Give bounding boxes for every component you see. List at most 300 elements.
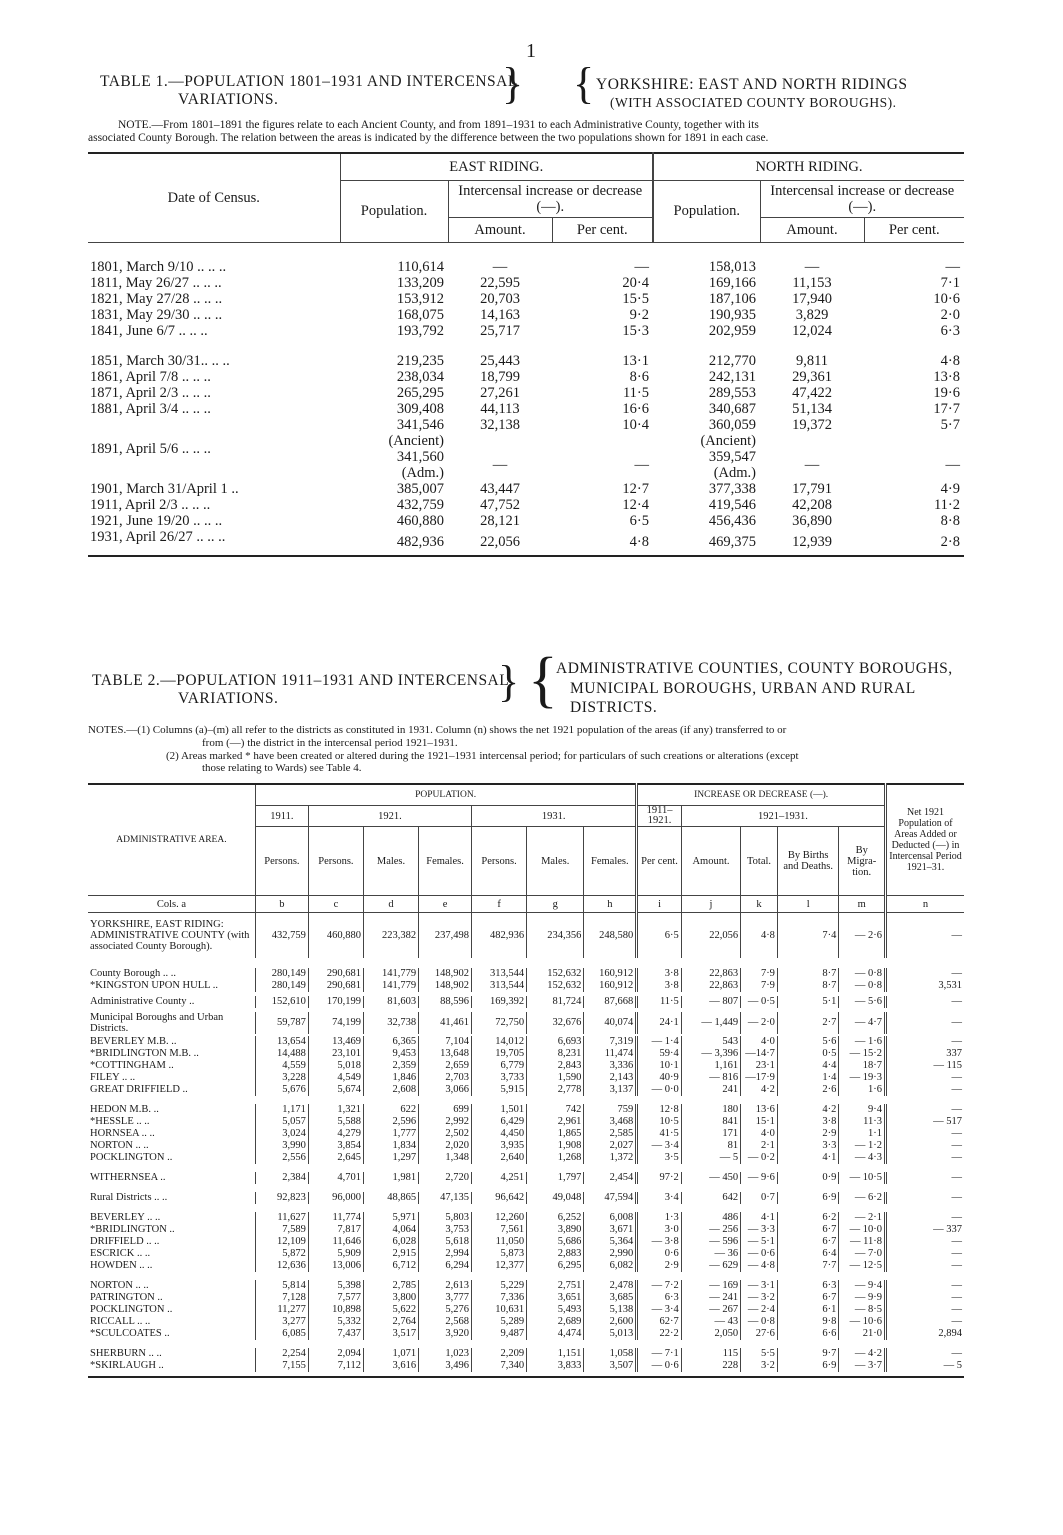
east-population-header: Population. (340, 181, 448, 243)
cell-n: — (951, 929, 962, 941)
persons-1921-header: Persons. (308, 827, 363, 896)
year-1931-header: 1931. (472, 806, 637, 827)
cell-b: 13,654 (255, 1036, 308, 1048)
cell-j: 241 (681, 1084, 740, 1096)
cell-j: — 816 (681, 1072, 740, 1084)
north-amount-header: Amount. (760, 218, 864, 243)
period-1921-1931-header: 1921–1931. (681, 806, 885, 827)
cell-m: — 10·5 (839, 1172, 886, 1184)
cell-d: 223,382 (363, 913, 418, 959)
cell-d: 1,834 (363, 1140, 418, 1152)
cell-c: 13,469 (308, 1036, 363, 1048)
cell-h: 3,507 (584, 1360, 637, 1372)
east-population: 238,034 (396, 369, 444, 385)
cell-b: 3,024 (255, 1128, 308, 1140)
cell-i: 24·1 (637, 1012, 682, 1034)
cell-b: 5,872 (255, 1248, 308, 1260)
females-1931-header: Females. (584, 827, 637, 896)
brace-right-2: } (498, 657, 520, 706)
table2-row (88, 1212, 964, 1224)
cell-l: 0·9 (777, 1172, 838, 1184)
cell-j: — 256 (681, 1224, 740, 1236)
cell-j: 486 (681, 1212, 740, 1224)
area-name: Rural Districts .. .. (88, 1192, 255, 1204)
table2-row (88, 1248, 964, 1260)
cell-m: 1·1 (839, 1128, 886, 1140)
east-population: 432,759 (396, 497, 444, 513)
cell-j: 841 (681, 1116, 740, 1128)
table2-row (88, 1012, 964, 1034)
census-date: 1881, April 3/4 .. .. .. (90, 401, 211, 417)
cell-l: 2·7 (777, 1012, 838, 1034)
cell-m: — 7·0 (839, 1248, 886, 1260)
table1 (88, 152, 964, 557)
cell-c: 2,645 (308, 1152, 363, 1164)
year-1911-header: 1911. (255, 806, 308, 827)
cell-g: 81,724 (527, 996, 584, 1008)
brace-left-2: { (528, 646, 558, 714)
cell-e: 2,020 (419, 1140, 472, 1152)
table1-note-line1: NOTE.—From 1801–1891 the figures relate to each Ancient County, and from 1891–1931 to each Administrative County, together with its (118, 119, 759, 131)
table1-title-line2: VARIATIONS. (178, 91, 279, 108)
cell-i: — 3·8 (637, 1236, 682, 1248)
cell-c: 13,006 (308, 1260, 363, 1272)
table1-row (88, 291, 964, 307)
cell-n: — (951, 1280, 962, 1291)
table2-row (88, 1304, 964, 1316)
cell-j: 642 (681, 1192, 740, 1204)
cell-j: — 36 (681, 1248, 740, 1260)
area-name: HORNSEA .. .. (88, 1128, 255, 1140)
table2-row (88, 1140, 964, 1152)
cell-k: 4·2 (741, 1084, 778, 1096)
cell-i: 6·5 (637, 913, 682, 959)
cell-f: 19,705 (472, 1048, 527, 1060)
area-name: *BRIDLINGTON .. (88, 1224, 255, 1236)
cell-l: 6·7 (777, 1224, 838, 1236)
cell-j: — 169 (681, 1280, 740, 1292)
cell-k: 4·0 (741, 1036, 778, 1048)
cell-d: 81,603 (363, 996, 418, 1008)
cell-m: — 1·2 (839, 1140, 886, 1152)
cell-f: 6,429 (472, 1116, 527, 1128)
table2-row (88, 1116, 964, 1128)
table2-row (88, 996, 964, 1008)
cell-i: 97·2 (637, 1172, 682, 1184)
cell-f: 1,501 (472, 1104, 527, 1116)
table2-row (88, 1072, 964, 1084)
cell-j: — 241 (681, 1292, 740, 1304)
area-name: *KINGSTON UPON HULL .. (88, 980, 255, 992)
cell-e: 148,902 (419, 968, 472, 980)
cell-n: — (951, 1192, 962, 1203)
east-amount: 43,447 (480, 481, 520, 497)
east-amount: 25,443 (480, 353, 520, 369)
cell-e: 2,502 (419, 1128, 472, 1140)
cell-k: —14·7 (741, 1048, 778, 1060)
area-name: *SKIRLAUGH .. (88, 1360, 255, 1372)
north-intercensal-header: Intercensal increase or decrease (—). (760, 181, 964, 218)
cell-c: 290,681 (308, 980, 363, 992)
cell-c: 290,681 (308, 968, 363, 980)
cell-k: — 2·4 (741, 1304, 778, 1316)
area-name: HEDON M.B. .. (88, 1104, 255, 1116)
cell-n: — (951, 1348, 962, 1359)
table1-row (88, 275, 964, 291)
cell-d: 1,777 (363, 1128, 418, 1140)
area-name: YORKSHIRE, EAST RIDING: ADMINISTRATIVE COUNTY (with associated County Borough). (88, 913, 255, 959)
cell-i: — 3·4 (637, 1140, 682, 1152)
cell-b: 7,155 (255, 1360, 308, 1372)
cell-n: — (951, 968, 962, 979)
east-percent: 12·4 (622, 497, 649, 513)
cell-c: 3,854 (308, 1140, 363, 1152)
cell-h: 3,336 (584, 1060, 637, 1072)
area-name: Municipal Boroughs and Urban Districts. (88, 1012, 255, 1034)
area-name: RICCALL .. .. (88, 1316, 255, 1328)
cell-k: — 4·8 (741, 1260, 778, 1272)
cell-e: 2,613 (419, 1280, 472, 1292)
cell-h: 3,468 (584, 1116, 637, 1128)
cell-i: 3·8 (637, 980, 682, 992)
cell-f: 3,733 (472, 1072, 527, 1084)
area-name: SHERBURN .. .. (88, 1348, 255, 1360)
table1-row (88, 323, 964, 339)
area-name: BEVERLEY .. .. (88, 1212, 255, 1224)
cell-l: 3·3 (777, 1140, 838, 1152)
cell-d: 4,064 (363, 1224, 418, 1236)
cell-n: — (951, 1236, 962, 1247)
cell-i: 10·5 (637, 1116, 682, 1128)
cell-e: 5,803 (419, 1212, 472, 1224)
cell-f: 169,392 (472, 996, 527, 1008)
east-population-adm: 341,560 (396, 449, 444, 465)
cell-e: 47,135 (419, 1192, 472, 1204)
cell-i: — 0·0 (637, 1084, 682, 1096)
cell-g: 1,908 (527, 1140, 584, 1152)
census-date: 1821, May 27/28 .. .. .. (90, 291, 223, 307)
cell-b: 4,559 (255, 1060, 308, 1072)
cell-b: 14,488 (255, 1048, 308, 1060)
cell-g: 2,961 (527, 1116, 584, 1128)
cell-k: 7·9 (741, 980, 778, 992)
north-population: 242,131 (708, 369, 756, 385)
cell-e: 2,568 (419, 1316, 472, 1328)
cell-f: 12,377 (472, 1260, 527, 1272)
cell-f: 4,450 (472, 1128, 527, 1140)
cell-e: 3,066 (419, 1084, 472, 1096)
north-percent: 13·8 (933, 369, 960, 385)
cell-h: 2,600 (584, 1316, 637, 1328)
cell-c: 2,094 (308, 1348, 363, 1360)
north-ancient-label: (Ancient) (700, 433, 756, 449)
cell-e: 2,659 (419, 1060, 472, 1072)
cell-d: 9,453 (363, 1048, 418, 1060)
cell-d: 141,779 (363, 968, 418, 980)
east-percent: 9·2 (629, 307, 649, 323)
cell-g: 234,356 (527, 913, 584, 959)
cell-b: 7,128 (255, 1292, 308, 1304)
cell-g: 4,474 (527, 1328, 584, 1340)
north-amount-adm: — (804, 457, 820, 473)
cell-f: 313,544 (472, 968, 527, 980)
cell-b: 12,109 (255, 1236, 308, 1248)
cell-h: 6,082 (584, 1260, 637, 1272)
cell-j: 22,863 (681, 968, 740, 980)
cell-b: 7,589 (255, 1224, 308, 1236)
east-percent: 11·5 (622, 385, 649, 401)
cell-k: 27·6 (741, 1328, 778, 1340)
cell-i: — 7·1 (637, 1348, 682, 1360)
cell-m: 18·7 (839, 1060, 886, 1072)
cell-f: 5,915 (472, 1084, 527, 1096)
north-amount: 12,024 (792, 323, 832, 339)
cell-g: 32,676 (527, 1012, 584, 1034)
north-amount: 11,153 (792, 275, 832, 291)
cell-c: 10,898 (308, 1304, 363, 1316)
cell-i: 10·1 (637, 1060, 682, 1072)
east-adm-label: (Adm.) (401, 465, 444, 481)
east-percent: 8·6 (629, 369, 649, 385)
cell-l: 6·4 (777, 1248, 838, 1260)
cell-d: 5,971 (363, 1212, 418, 1224)
census-date: 1891, April 5/6 .. .. .. (90, 441, 211, 457)
cell-h: 2,027 (584, 1140, 637, 1152)
males-1921-header: Males. (363, 827, 418, 896)
east-population: 168,075 (396, 307, 444, 323)
east-percent: 15·5 (622, 291, 649, 307)
north-amount: 29,361 (792, 369, 832, 385)
census-date: 1851, March 30/31.. .. .. (90, 353, 230, 369)
east-percent: — (634, 259, 649, 275)
cell-m: — 4·3 (839, 1152, 886, 1164)
cell-n: — (951, 1128, 962, 1139)
column-letter: n (922, 898, 929, 910)
table1-row (88, 401, 964, 417)
table2-subtitle-line3: DISTRICTS. (570, 699, 658, 716)
area-name: Administrative County .. (88, 996, 255, 1008)
cell-h: 248,580 (584, 913, 637, 959)
cell-d: 6,365 (363, 1036, 418, 1048)
east-percent-header: Per cent. (552, 218, 653, 243)
cell-k: — 0·2 (741, 1152, 778, 1164)
page-number: 1 (526, 40, 536, 62)
cell-c: 5,909 (308, 1248, 363, 1260)
cell-h: 2,990 (584, 1248, 637, 1260)
north-percent: 6·3 (940, 323, 960, 339)
cell-m: — 8·5 (839, 1304, 886, 1316)
cell-g: 5,686 (527, 1236, 584, 1248)
cell-g: 1,590 (527, 1072, 584, 1084)
north-adm-label: (Adm.) (713, 465, 756, 481)
cell-e: 237,498 (419, 913, 472, 959)
cell-c: 11,774 (308, 1212, 363, 1224)
east-population: 193,792 (396, 323, 444, 339)
cell-k: 2·1 (741, 1140, 778, 1152)
north-amount: 12,939 (792, 534, 832, 550)
brace-left-1: { (573, 59, 595, 108)
east-percent: 20·4 (622, 275, 649, 291)
cell-e: 5,276 (419, 1304, 472, 1316)
cell-n: — (951, 1036, 962, 1047)
table1-row (88, 481, 964, 497)
north-amount: 3,829 (795, 307, 829, 323)
cell-m: — 9·4 (839, 1280, 886, 1292)
east-population: 265,295 (396, 385, 444, 401)
north-population: 190,935 (708, 307, 756, 323)
cell-c: 460,880 (308, 913, 363, 959)
cell-h: 3,671 (584, 1224, 637, 1236)
cell-e: 3,920 (419, 1328, 472, 1340)
north-percent: — (945, 259, 960, 275)
cell-g: 152,632 (527, 980, 584, 992)
cell-h: 2,478 (584, 1280, 637, 1292)
cell-e: 148,902 (419, 980, 472, 992)
north-amount: 17,940 (792, 291, 832, 307)
cell-b: 59,787 (255, 1012, 308, 1034)
cell-k: — 9·6 (741, 1172, 778, 1184)
cell-i: 1·3 (637, 1212, 682, 1224)
cell-d: 2,764 (363, 1316, 418, 1328)
table2-row (88, 1316, 964, 1328)
cell-j: — 1,449 (681, 1012, 740, 1034)
area-name: POCKLINGTON .. (88, 1152, 255, 1164)
cell-g: 5,493 (527, 1304, 584, 1316)
cell-l: 2·9 (777, 1128, 838, 1140)
area-name: PATRINGTON .. (88, 1292, 255, 1304)
cell-g: 6,295 (527, 1260, 584, 1272)
cell-d: 1,297 (363, 1152, 418, 1164)
cell-j: 180 (681, 1104, 740, 1116)
cell-g: 1,151 (527, 1348, 584, 1360)
table2-row (88, 1236, 964, 1248)
area-name: *HESSLE .. .. (88, 1116, 255, 1128)
births-deaths-header: By Births and Deaths. (777, 827, 838, 896)
north-riding-header: NORTH RIDING. (653, 153, 964, 181)
table2-row (88, 980, 964, 992)
cell-m: — 4·7 (839, 1012, 886, 1034)
cell-g: 1,268 (527, 1152, 584, 1164)
east-population-ancient: 341,546 (396, 417, 444, 433)
cell-n: — 337 (933, 1224, 962, 1235)
cell-f: 6,779 (472, 1060, 527, 1072)
census-date: 1801, March 9/10 .. .. .. (90, 259, 227, 275)
cell-n: — (951, 1260, 962, 1271)
cell-i: 3·8 (637, 968, 682, 980)
cell-b: 11,627 (255, 1212, 308, 1224)
north-percent-adm: — (945, 457, 960, 473)
cell-f: 72,750 (472, 1012, 527, 1034)
north-percent: 17·7 (933, 401, 960, 417)
cell-g: 8,231 (527, 1048, 584, 1060)
cell-l: 6·7 (777, 1236, 838, 1248)
cell-c: 5,018 (308, 1060, 363, 1072)
north-percent: 7·1 (940, 275, 960, 291)
east-percent-adm: — (634, 457, 649, 473)
cell-f: 12,260 (472, 1212, 527, 1224)
table1-title-line1: TABLE 1.—POPULATION 1801–1931 AND INTERCENSAL (100, 73, 518, 90)
north-amount: 47,422 (792, 385, 832, 401)
cell-h: 2,143 (584, 1072, 637, 1084)
table2-row (88, 1280, 964, 1292)
cell-m: 21·0 (839, 1328, 886, 1340)
north-percent: 4·9 (940, 481, 960, 497)
cell-h: 160,912 (584, 968, 637, 980)
cell-h: 40,074 (584, 1012, 637, 1034)
table1-row (88, 497, 964, 513)
cell-l: 7·4 (777, 913, 838, 959)
cell-h: 160,912 (584, 980, 637, 992)
cell-f: 4,251 (472, 1172, 527, 1184)
table2-row (88, 913, 964, 959)
table2-row (88, 1084, 964, 1096)
cell-i: 59·4 (637, 1048, 682, 1060)
cell-k: —17·9 (741, 1072, 778, 1084)
cell-i: — 3·4 (637, 1304, 682, 1316)
column-letter: l (777, 896, 838, 913)
cell-i: 2·9 (637, 1260, 682, 1272)
cell-g: 1,797 (527, 1172, 584, 1184)
cell-b: 2,384 (255, 1172, 308, 1184)
cell-c: 5,332 (308, 1316, 363, 1328)
cell-j: 171 (681, 1128, 740, 1140)
column-letter: k (741, 896, 778, 913)
cell-l: 3·8 (777, 1116, 838, 1128)
cell-c: 5,398 (308, 1280, 363, 1292)
cell-m: — 11·8 (839, 1236, 886, 1248)
table1-subtitle-line1: YORKSHIRE: EAST AND NORTH RIDINGS (596, 76, 908, 93)
cell-b: 3,990 (255, 1140, 308, 1152)
cell-i: 11·5 (637, 996, 682, 1008)
cell-d: 2,359 (363, 1060, 418, 1072)
cell-c: 23,101 (308, 1048, 363, 1060)
cell-f: 5,873 (472, 1248, 527, 1260)
cell-m: — 0·8 (839, 980, 886, 992)
table1-row (88, 307, 964, 323)
area-name: FILEY .. .. (88, 1072, 255, 1084)
cell-d: 6,028 (363, 1236, 418, 1248)
north-amount: 17,791 (792, 481, 832, 497)
north-percent: 4·8 (940, 353, 960, 369)
cell-c: 5,674 (308, 1084, 363, 1096)
cell-n: — (951, 1152, 962, 1163)
column-letter: i (637, 896, 682, 913)
cell-b: 3,228 (255, 1072, 308, 1084)
cell-m: — 2·6 (839, 913, 886, 959)
north-amount: 51,134 (792, 401, 832, 417)
cell-m: — 15·2 (839, 1048, 886, 1060)
cell-e: 2,994 (419, 1248, 472, 1260)
table2-note-line4: those relating to Wards) see Table 4. (202, 762, 362, 774)
cell-e: 2,703 (419, 1072, 472, 1084)
table1-row (88, 259, 964, 275)
cell-i: 22·2 (637, 1328, 682, 1340)
cell-c: 7,437 (308, 1328, 363, 1340)
cell-j: — 43 (681, 1316, 740, 1328)
north-amount: 36,890 (792, 513, 832, 529)
cell-f: 7,336 (472, 1292, 527, 1304)
cell-m: — 2·1 (839, 1212, 886, 1224)
cell-d: 3,616 (363, 1360, 418, 1372)
east-amount: 20,703 (480, 291, 520, 307)
table2-subtitle-line1: ADMINISTRATIVE COUNTIES, COUNTY BOROUGHS, (556, 660, 953, 677)
cell-g: 49,048 (527, 1192, 584, 1204)
cell-d: 1,846 (363, 1072, 418, 1084)
cell-g: 2,751 (527, 1280, 584, 1292)
males-1931-header: Males. (527, 827, 584, 896)
cell-d: 2,596 (363, 1116, 418, 1128)
cell-f: 96,642 (472, 1192, 527, 1204)
